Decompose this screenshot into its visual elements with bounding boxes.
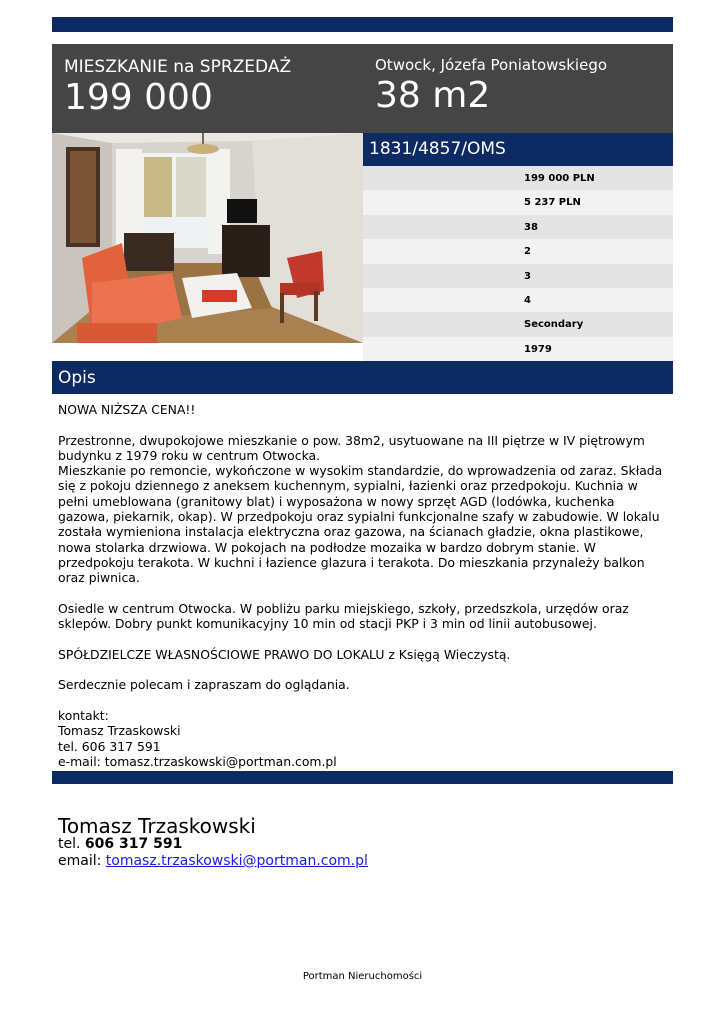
detail-row-building-floors: 4 [363,288,673,312]
detail-row-floor: 3 [363,264,673,288]
detail-row-area: 38 [363,215,673,239]
detail-row-market: Secondary [363,312,673,336]
top-accent-bar [52,17,673,32]
description-heading-bar [52,361,673,394]
agent-email: email: tomasz.trzaskowski@portman.com.pl [58,853,368,869]
description-paragraph: NOWA NIŻSZA CENA!! [58,402,196,417]
detail-row-year-built: 1979 [363,337,673,361]
details-table [363,166,673,361]
listing-area: 38 m2 [375,75,491,116]
description-body [58,402,668,784]
section-divider-bar [52,771,673,784]
reference-number-bar [363,133,673,166]
listing-location: Otwock, Józefa Poniatowskiego [375,56,608,74]
listing-price: 199 000 [64,77,213,118]
apartment-photo [52,133,363,343]
detail-row-price-per-m2: 5 237 PLN [363,190,673,214]
detail-row-rooms: 2 [363,239,673,263]
description-paragraph: Przestronne, dwupokojowe mieszkanie o pow. 38m2, usytuowane na III piętrze w IV piętrowym budynku z 1979 roku w centrum Otwocka. Mieszkanie po remoncie, wykończone w wysokim standardzie, do wprowadzenia od zaraz. Składa się z pokoju dziennego z aneksem kuchennym, sypialni, łazienki oraz przedpokoju. Kuchnia w pełni umeblowana (granitowy blat) i wyposażona w nowy sprzęt AGD (lodówka, kuchenka gazowa, piekarnik, okap). W przedpokoju oraz sypialni funkcjonalne szafy w zabudowie. W lokalu została wymieniona instalacja elektryczna oraz gazowa, na ścianach gładzie, okna plastikowe, nowa stolarka drzwiowa. W pokojach na podłodze mozaika w bardzo dobrym stanie. W przedpokoju terakota. W kuchni i łazience glazura i terakota. Do mieszkania przynależy balkon oraz piwnica. [58,432,663,586]
agent-phone: tel. 606 317 591 [58,836,183,852]
detail-row-price: 199 000 PLN [363,166,673,190]
listing-type: MIESZKANIE na SPRZEDAŻ [64,57,292,77]
footer-company-name: Portman Nieruchomości [302,971,423,982]
agent-phone-number[interactable]: 606 317 591 [84,836,183,852]
agent-name: Tomasz Trzaskowski [58,814,256,838]
description-paragraph: SPÓŁDZIELCZE WŁASNOŚCIOWE PRAWO DO LOKALU z Księgą Wieczystą. [58,646,511,662]
description-heading: Opis [58,368,96,388]
description-paragraph: Osiedle w centrum Otwocka. W pobliżu parku miejskiego, szkoły, przedszkola, urzędów oraz sklepów. Dobry punkt komunikacyjny 10 min od stacji PKP i 3 min od linii autobusowej. [58,600,629,632]
agent-email-link[interactable]: tomasz.trzaskowski@portman.com.pl [105,853,368,869]
reference-number: 1831/4857/OMS [369,139,506,159]
listing-header [52,44,673,133]
description-contact: kontakt: Tomasz Trzaskowski tel. 606 317 591 e-mail: tomasz.trzaskowski@portman.com.pl [58,707,337,769]
description-paragraph: Serdecznie polecam i zapraszam do oglądania. [58,677,350,693]
